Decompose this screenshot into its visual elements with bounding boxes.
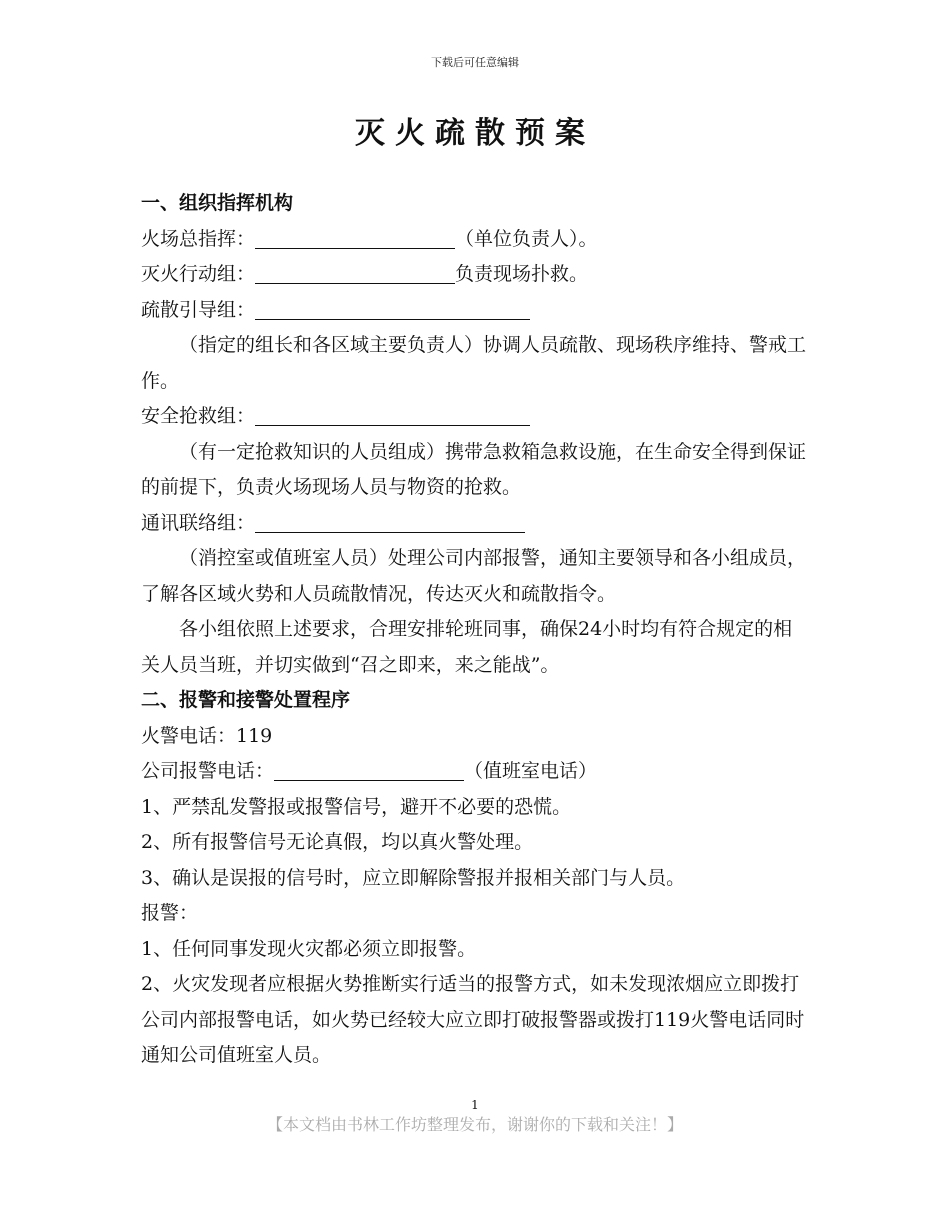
fire-team-note: 负责现场扑救。 bbox=[455, 263, 589, 285]
company-phone-blank bbox=[274, 758, 464, 781]
page-header: 下载后可任意编辑 bbox=[431, 56, 519, 69]
evac-description: （指定的组长和各区域主要负责人）协调人员疏散、现场秩序维持、警戒工作。 bbox=[141, 334, 807, 392]
company-phone-line bbox=[141, 754, 811, 790]
evac-blank bbox=[255, 297, 530, 320]
alarm-2: 2、火灾发现者应根据火势推断实行适当的报警方式，如未发现浓烟应立即拨打公司内部报警电话，如火势已经较大应立即打破报警器或拨打119火警电话同时通知公司值班室人员。 bbox=[141, 973, 805, 1066]
fire-phone: 火警电话：119 bbox=[141, 724, 273, 747]
fire-team-blank bbox=[255, 261, 455, 284]
rescue-blank bbox=[255, 403, 530, 426]
page-number: 1 bbox=[471, 1098, 479, 1112]
shift-description: 各小组依照上述要求，合理安排轮班同事，确保24小时均有符合规定的相关人员当班，并切实做到“召之即来，来之能战”。 bbox=[141, 618, 793, 676]
rule-1: 1、严禁乱发警报或报警信号，避开不必要的恐慌。 bbox=[141, 795, 572, 818]
section-heading-organization: 一、组织指挥机构 bbox=[141, 192, 294, 214]
commander-blank bbox=[255, 226, 455, 249]
page-footer: 【本文档由书林工作坊整理发布，谢谢你的下载和关注！】 bbox=[266, 1115, 683, 1134]
evac-label: 疏散引导组： bbox=[141, 298, 256, 321]
comm-label: 通讯联络组： bbox=[141, 511, 256, 534]
comm-blank bbox=[255, 510, 525, 533]
company-phone-note: （值班室电话） bbox=[464, 760, 598, 782]
document-body bbox=[141, 186, 811, 1074]
rescue-description: （有一定抢救知识的人员组成）携带急救箱急救设施，在生命安全得到保证的前提下，负责火场现场人员与物资的抢救。 bbox=[141, 440, 807, 498]
section-heading-alarm: 二、报警和接警处置程序 bbox=[141, 689, 351, 711]
rule-3: 3、确认是误报的信号时，应立即解除警报并报相关部门与人员。 bbox=[141, 866, 686, 889]
evac-line bbox=[141, 293, 811, 329]
commander-label: 火场总指挥： bbox=[141, 227, 256, 250]
commander-note: （单位负责人）。 bbox=[455, 227, 598, 250]
rescue-label: 安全抢救组： bbox=[141, 405, 256, 427]
alarm-1: 1、任何同事发现火灾都必须立即报警。 bbox=[141, 937, 477, 960]
fire-team-label: 灭火行动组： bbox=[141, 263, 256, 285]
rescue-line bbox=[141, 399, 811, 435]
document-title: 灭火疏散预案 bbox=[355, 116, 595, 151]
company-phone-label: 公司报警电话： bbox=[141, 760, 275, 782]
fire-team-line bbox=[141, 257, 811, 293]
rule-2: 2、所有报警信号无论真假，均以真火警处理。 bbox=[141, 831, 534, 853]
comm-line bbox=[141, 506, 811, 542]
commander-line bbox=[141, 222, 811, 258]
comm-description: （消控室或值班室人员）处理公司内部报警，通知主要领导和各小组成员，了解各区域火势和人员疏散情况，传达灭火和疏散指令。 bbox=[141, 547, 807, 605]
alarm-heading: 报警： bbox=[141, 902, 199, 924]
